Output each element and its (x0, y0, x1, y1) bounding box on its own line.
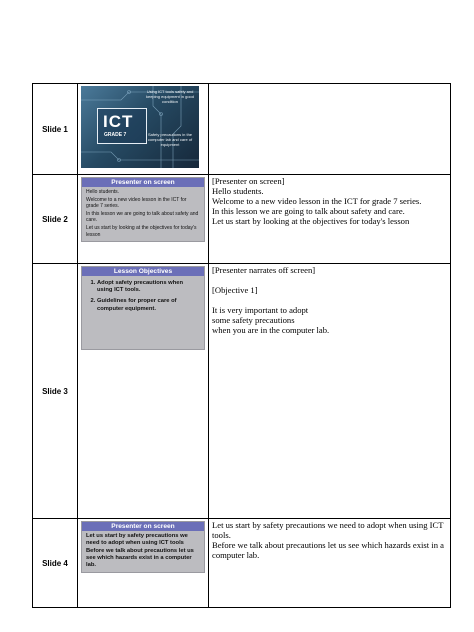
narration-line: It is very important to adopt (212, 305, 309, 315)
narration-heading: [Presenter on screen] (212, 176, 285, 186)
card-line: In this lesson we are going to talk about safety and care. (86, 210, 199, 224)
card-title: Presenter on screen (82, 178, 204, 187)
slide-card (81, 177, 205, 242)
narration-line: Before we talk about precautions let us see which hazards exist in a computer lab. (212, 540, 444, 560)
logo-grade: GRADE 7 (104, 132, 127, 138)
card-line: Welcome to a new video lesson in the ICT for grade 7 series. (86, 196, 187, 210)
storyboard-table (32, 83, 451, 608)
card-body (82, 276, 204, 319)
card-line: Let us start by looking at the objectives for today's lesson (86, 224, 197, 238)
narration-cell (209, 175, 451, 264)
narration-cell (209, 519, 451, 608)
narration-line: Let us start by safety precautions we need to adopt when using ICT tools. (212, 520, 444, 540)
ict-cover-image (81, 86, 199, 168)
card-title: Presenter on screen (82, 522, 204, 531)
slide-label: Slide 4 (33, 519, 78, 608)
narration-line: Let us start by looking at the objectives for today's lesson (212, 216, 410, 226)
narration-heading: [Presenter narrates off screen] (212, 265, 316, 275)
narration-objective: [Objective 1] (212, 285, 258, 295)
slide-row-1 (33, 84, 451, 175)
slide-card (81, 521, 205, 573)
objective-item: 2. Guidelines for proper care of computer equipment. (97, 298, 200, 312)
card-body (82, 187, 204, 241)
narration-cell (209, 84, 451, 175)
card-line: Hello students. (86, 189, 120, 195)
slide-label: Slide 1 (33, 84, 78, 175)
objectives-list (86, 280, 200, 313)
cover-text-top: Using ICT tools safely and keeping equipment in good condition (145, 89, 195, 104)
slide-row-3 (33, 264, 451, 519)
slide-thumbnail (78, 84, 209, 175)
narration-line: In this lesson we are going to talk about safety and care. (212, 206, 405, 216)
slide-thumbnail (78, 264, 209, 519)
objective-item: 1. Adopt safety precautions when using ICT tools. (97, 280, 200, 294)
slide-row-2 (33, 175, 451, 264)
slide-card (81, 266, 205, 350)
slide-row-4 (33, 519, 451, 608)
slide-thumbnail (78, 519, 209, 608)
card-line: Let us start by safety precautions we need to adopt when using ICT tools (86, 533, 188, 546)
ict-logo (97, 108, 147, 144)
slide-label: Slide 2 (33, 175, 78, 264)
narration-line: Hello students. (212, 186, 264, 196)
card-title: Lesson Objectives (82, 267, 204, 276)
narration-cell (209, 264, 451, 519)
card-body (82, 531, 204, 572)
slide-thumbnail (78, 175, 209, 264)
narration-line: Welcome to a new video lesson in the ICT for grade 7 series. (212, 196, 422, 206)
slide-label: Slide 3 (33, 264, 78, 519)
logo-text: ICT (103, 112, 134, 131)
cover-text-bottom: Safety precautions in the computer lab and care of equipment (147, 132, 193, 147)
narration-line: when you are in the computer lab. (212, 325, 330, 335)
narration-line: some safety precautions (212, 315, 295, 325)
card-line: Before we talk about precautions let us see which hazards exist in a computer lab. (86, 548, 194, 568)
